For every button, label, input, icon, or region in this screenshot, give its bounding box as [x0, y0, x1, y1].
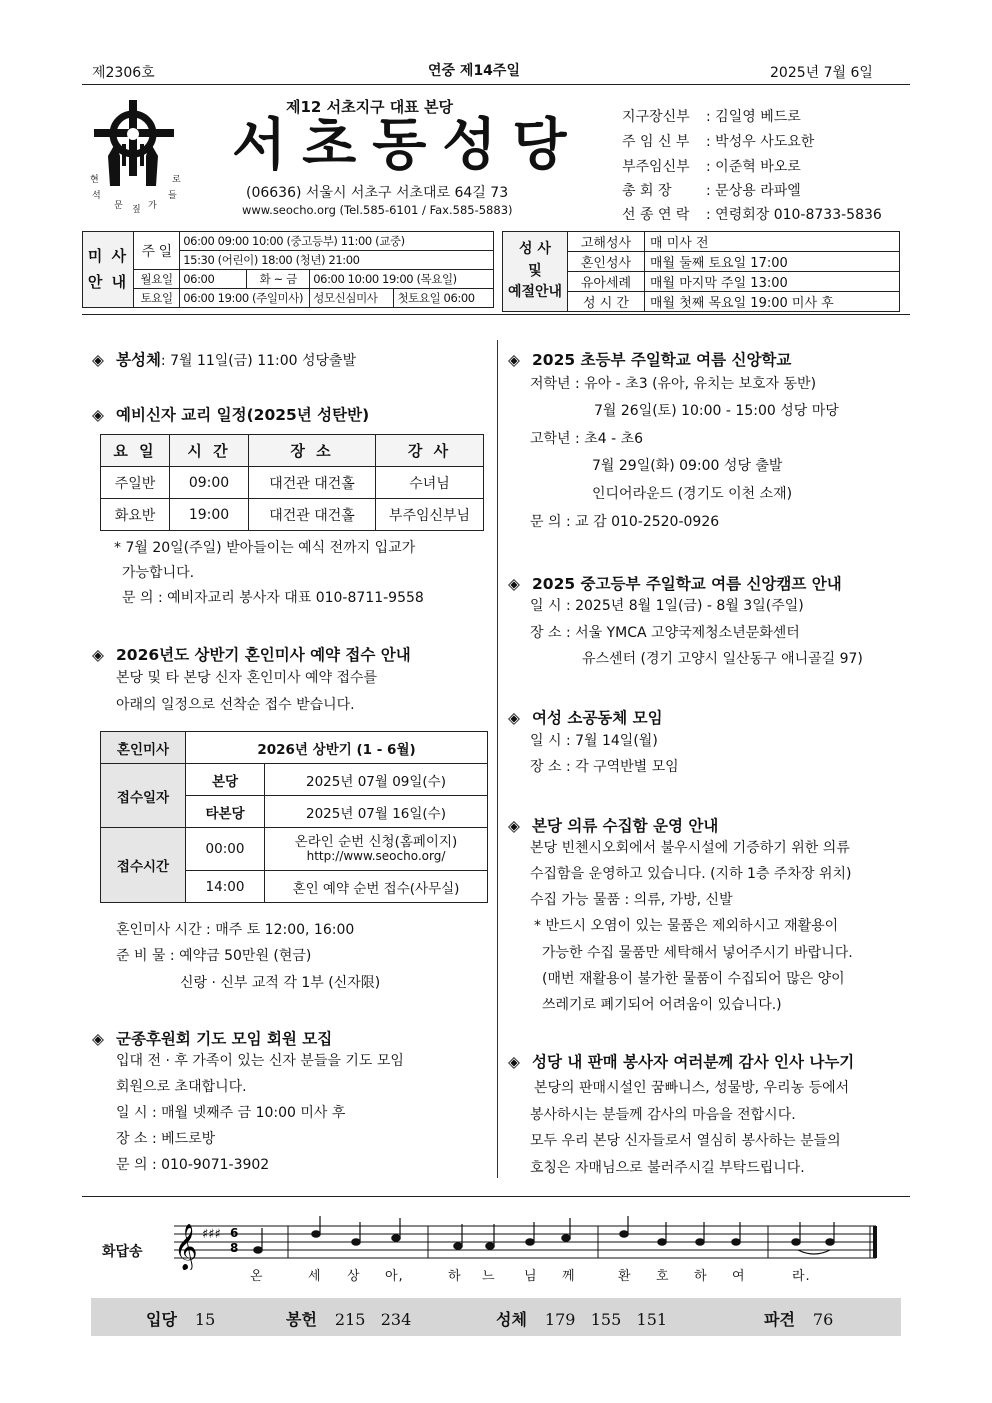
women-title: 여성 소공동체 모임	[532, 709, 663, 727]
lyric-syllable: 여	[732, 1269, 746, 1284]
military-place: 장 소 : 베드로방	[116, 1131, 216, 1147]
logo-char: 짚	[132, 205, 141, 215]
logo-char: 현	[90, 175, 99, 185]
hymn-number: 215 234	[334, 1310, 412, 1329]
corpus-section	[92, 348, 356, 370]
parish-logo	[88, 96, 188, 216]
catechism-section	[92, 403, 369, 425]
staff-value: : 박성우 사도요한	[706, 134, 815, 150]
header-divider	[82, 314, 910, 315]
wedding-time: 혼인미사 시간 : 매주 토 12:00, 16:00	[116, 922, 355, 938]
diamond-icon: ◈	[92, 646, 104, 664]
hymn-number: 15	[194, 1310, 216, 1329]
staff-value: : 문상용 라파엘	[706, 183, 801, 199]
home-parish-date: 2025년 07월 09일(수)	[265, 764, 488, 796]
table-cell: 주일반	[101, 467, 170, 499]
table-cell: 수녀님	[376, 467, 484, 499]
hymn-label: 입당	[146, 1310, 177, 1329]
receipt-time-label: 접수시간	[101, 828, 186, 903]
table-header: 요 일	[101, 435, 170, 467]
summer-text: 인디어라운드 (경기도 이천 소재)	[592, 486, 793, 502]
thanks-text: 호칭은 자매님으로 불러주시길 부탁드립니다.	[530, 1160, 805, 1176]
hymn-dismissal	[764, 1307, 833, 1330]
office-text: 혼인 예약 순번 접수(사무실)	[265, 871, 488, 903]
mary-mass: 성모신심미사	[310, 289, 394, 308]
lyric-syllable: 온	[250, 1269, 264, 1284]
lyric-syllable: 세	[308, 1269, 322, 1284]
wedding-text: 본당 및 타 본당 신자 혼인미사 예약 접수를	[116, 670, 378, 686]
camp-title: 2025 중고등부 주일학교 여름 신앙캠프 안내	[532, 575, 842, 593]
staff-row	[622, 180, 801, 200]
sacrament-value: 매 미사 전	[645, 232, 900, 252]
column-divider	[497, 340, 498, 1178]
camp-place: 유스센터 (경기 고양시 일산동구 애니골길 97)	[582, 651, 863, 667]
summer-text: 7월 29일(화) 09:00 성당 출발	[592, 458, 783, 474]
clothing-text: 가능한 수집 물품만 세탁해서 넣어주시기 바랍니다.	[542, 945, 853, 961]
diamond-icon: ◈	[508, 575, 520, 593]
diamond-icon: ◈	[508, 709, 520, 727]
sacrament-title: 예절안내	[507, 284, 563, 301]
online-time: 00:00	[186, 828, 265, 871]
first-saturday: 첫토요일 06:00	[394, 289, 494, 308]
summer-text: 고학년 : 초4 - 초6	[530, 431, 644, 447]
table-cell: 화요반	[101, 499, 170, 531]
time-signature-icon: 6	[230, 1226, 239, 1240]
military-text: 회원으로 초대합니다.	[116, 1079, 247, 1095]
logo-char: 문	[114, 201, 123, 211]
saturday-time: 06:00 19:00 (주일미사)	[180, 289, 310, 308]
lyric-syllable: 느	[482, 1269, 496, 1284]
wedding-table-header: 혼인미사	[101, 732, 186, 764]
wedding-section	[92, 643, 411, 665]
staff-row	[622, 156, 801, 176]
staff-row	[622, 131, 814, 151]
staff-row	[622, 204, 882, 224]
sharp-icon: ♯♯♯	[202, 1227, 221, 1242]
wedding-table	[100, 731, 488, 903]
lyric-syllable: 하	[694, 1269, 708, 1284]
thanks-text: 모두 우리 본당 신자들로서 열심히 봉사하는 분들의	[530, 1133, 841, 1149]
hymn-number: 179 155 151	[544, 1310, 668, 1329]
sacrament-label: 성 시 간	[568, 292, 645, 312]
military-title: 군종후원회 기도 모임 회원 모집	[116, 1030, 333, 1048]
sacrament-title: 및	[528, 262, 542, 279]
table-cell: 19:00	[170, 499, 249, 531]
staff-label: 선 종 연 락	[622, 207, 690, 223]
staff-value: : 이준혁 바오로	[706, 159, 801, 175]
sunday-label: 주 일	[134, 232, 180, 270]
summer-title: 2025 초등부 주일학교 여름 신앙학교	[532, 351, 792, 369]
women-section	[508, 706, 663, 728]
sacrament-value: 매월 둘째 토요일 17:00	[645, 252, 900, 272]
other-parish-label: 타본당	[186, 796, 265, 828]
hymn-label: 파견	[764, 1310, 795, 1329]
women-date: 일 시 : 7월 14일(월)	[530, 733, 658, 749]
diamond-icon: ◈	[508, 1053, 520, 1071]
table-cell: 대건관 대건홀	[249, 467, 376, 499]
thanks-text: 봉사하시는 분들께 감사의 마음을 전합시다.	[530, 1107, 796, 1123]
wedding-prep: 준 비 물 : 예약금 50만원 (현금)	[116, 948, 312, 964]
online-text: 온라인 순번 신청(홈페이지)	[294, 833, 458, 850]
table-cell: 부주임신부님	[376, 499, 484, 531]
issue-number: 제2306호	[92, 65, 155, 81]
clothing-text: 쓰레기로 폐기되어 어려움이 있습니다.)	[542, 997, 782, 1013]
saturday-label: 토요일	[134, 289, 180, 308]
bulletin-date: 2025년 7월 6일	[770, 65, 873, 81]
catechism-note: 가능합니다.	[122, 565, 195, 581]
weekday-label: 화 ~ 금	[247, 270, 310, 289]
logo-char: 석	[92, 191, 101, 201]
sunday-times-2: 15:30 (어린이) 18:00 (청년) 21:00	[180, 251, 494, 270]
lyric-syllable: 라.	[792, 1269, 811, 1284]
thanks-title: 성당 내 판매 봉사자 여러분께 감사 인사 나누기	[532, 1053, 855, 1071]
sacrament-value: 매월 첫째 목요일 19:00 미사 후	[645, 292, 900, 312]
staff-label: 총 회 장	[622, 183, 672, 199]
summer-text: 저학년 : 유아 - 초3 (유아, 유치는 보호자 동반)	[530, 376, 817, 392]
logo-char: 들	[168, 191, 177, 201]
corpus-text: : 7월 11일(금) 11:00 성당출발	[160, 353, 357, 369]
lyric-syllable: 환	[618, 1269, 632, 1284]
logo-char: 로	[172, 175, 181, 185]
staff-value: : 연령회장 010-8733-5836	[706, 207, 882, 223]
camp-section	[508, 572, 842, 594]
table-header: 강 사	[376, 435, 484, 467]
logo-char: 가	[148, 201, 157, 211]
military-section	[92, 1027, 332, 1049]
clothing-text: 수집 가능 물품 : 의류, 가방, 신발	[530, 892, 733, 908]
lyric-syllable: 호	[656, 1269, 670, 1284]
wedding-table-period: 2026년 상반기 (1 - 6월)	[186, 732, 488, 764]
monday-label: 월요일	[134, 270, 180, 289]
mass-title-cell	[83, 232, 134, 308]
monday-time: 06:00	[180, 270, 247, 289]
sacrament-label: 유아세례	[568, 272, 645, 292]
catechism-contact: 문 의 : 예비자교리 봉사자 대표 010-8711-9558	[122, 590, 424, 606]
other-parish-date: 2025년 07월 16일(수)	[265, 796, 488, 828]
lyric-syllable: 아,	[385, 1269, 404, 1284]
psalm-score	[170, 1212, 882, 1270]
hymn-entrance	[146, 1307, 215, 1330]
hymn-number: 76	[812, 1310, 834, 1329]
catechism-table	[100, 434, 484, 531]
staff-label: 주 임 신 부	[622, 134, 690, 150]
staff-row	[622, 106, 801, 126]
diamond-icon: ◈	[508, 817, 520, 835]
thanks-section	[508, 1050, 854, 1072]
hymn-offertory	[286, 1307, 411, 1330]
wedding-prep: 신랑 · 신부 교적 각 1부 (신자限)	[180, 975, 381, 991]
office-time: 14:00	[186, 871, 265, 903]
catechism-note: * 7월 20일(주일) 받아들이는 예식 전까지 입교가	[114, 540, 416, 556]
corpus-title: 봉성체	[116, 351, 161, 369]
liturgical-week: 연중 제14주일	[428, 63, 520, 79]
hymn-label: 성체	[496, 1310, 527, 1329]
mass-title: 미 사	[87, 247, 129, 265]
treble-clef-icon: 𝄞	[174, 1224, 198, 1270]
top-divider	[82, 84, 910, 85]
diamond-icon: ◈	[92, 351, 104, 369]
sacrament-label: 고해성사	[568, 232, 645, 252]
diamond-icon: ◈	[92, 406, 104, 424]
footer-divider	[82, 1196, 910, 1197]
online-cell	[265, 828, 488, 871]
clothing-title: 본당 의류 수집함 운영 안내	[532, 817, 719, 835]
table-row	[101, 467, 484, 499]
summer-contact: 문 의 : 교 감 010-2520-0926	[530, 514, 720, 530]
women-place: 장 소 : 각 구역반별 모임	[530, 759, 679, 775]
catechism-title: 예비신자 교리 일정(2025년 성탄반)	[116, 406, 370, 424]
lyric-syllable: 께	[562, 1269, 576, 1284]
table-cell: 09:00	[170, 467, 249, 499]
parish-subtitle: 제12 서초지구 대표 본당	[286, 98, 453, 116]
parish-name: 서초동성당	[232, 113, 583, 178]
sacrament-value: 매월 마지막 주일 13:00	[645, 272, 900, 292]
parish-contact: www.seocho.org (Tel.585-6101 / Fax.585-5883)	[242, 203, 513, 217]
table-header: 장 소	[249, 435, 376, 467]
note-heads	[254, 1216, 834, 1253]
hymn-communion	[496, 1307, 667, 1330]
staff-label: 지구장신부	[622, 109, 690, 125]
lyric-syllable: 상	[347, 1269, 361, 1284]
summer-school-section	[508, 348, 791, 370]
table-header: 시 간	[170, 435, 249, 467]
military-text: 입대 전 · 후 가족이 있는 신자 분들을 기도 모임	[116, 1053, 404, 1069]
home-parish-label: 본당	[186, 764, 265, 796]
homepage-link[interactable]: http://www.seocho.org/	[306, 849, 446, 863]
weekday-time: 06:00 10:00 19:00 (목요일)	[310, 270, 494, 289]
table-cell: 대건관 대건홀	[249, 499, 376, 531]
wedding-text: 아래의 일정으로 선착순 접수 받습니다.	[116, 697, 355, 713]
staff-value: : 김일영 베드로	[706, 109, 801, 125]
clothing-section	[508, 814, 718, 836]
wedding-title: 2026년도 상반기 혼인미사 예약 접수 안내	[116, 646, 411, 664]
lyric-syllable: 하	[448, 1269, 462, 1284]
military-date: 일 시 : 매월 넷째주 금 10:00 미사 후	[116, 1105, 346, 1121]
mass-title: 안 내	[87, 272, 129, 291]
clothing-text: * 반드시 오염이 있는 물품은 제외하시고 재활용이	[534, 918, 839, 934]
psalm-label: 화답송	[102, 1244, 143, 1260]
parish-address: (06636) 서울시 서초구 서초대로 64길 73	[246, 185, 509, 201]
sunday-times-1: 06:00 09:00 10:00 (중고등부) 11:00 (교중)	[180, 232, 494, 251]
clothing-text: 수집함을 운영하고 있습니다. (지하 1층 주차장 위치)	[530, 866, 852, 882]
sacrament-title: 성 사	[519, 240, 551, 257]
thanks-text: 본당의 판매시설인 꿈빠니스, 성물방, 우리농 등에서	[534, 1080, 850, 1096]
sacrament-title-cell	[503, 232, 568, 312]
table-row	[101, 499, 484, 531]
summer-text: 7월 26일(토) 10:00 - 15:00 성당 마당	[594, 403, 839, 419]
clothing-text: (매번 재활용이 불가한 물품이 수집되어 많은 양이	[542, 971, 845, 987]
camp-date: 일 시 : 2025년 8월 1일(금) - 8월 3일(주일)	[530, 598, 804, 614]
hymn-label: 봉헌	[286, 1310, 317, 1329]
sacrament-table	[502, 231, 900, 312]
diamond-icon: ◈	[508, 351, 520, 369]
receipt-date-label: 접수일자	[101, 764, 186, 828]
mass-schedule-table	[82, 231, 494, 308]
camp-place: 장 소 : 서울 YMCA 고양국제청소년문화센터	[530, 625, 800, 641]
time-signature-icon: 8	[230, 1241, 239, 1255]
military-contact: 문 의 : 010-9071-3902	[116, 1157, 270, 1173]
lyric-syllable: 님	[524, 1269, 538, 1284]
diamond-icon: ◈	[92, 1030, 104, 1048]
clothing-text: 본당 빈첸시오회에서 불우시설에 기증하기 위한 의류	[530, 840, 850, 856]
staff-label: 부주임신부	[622, 159, 690, 175]
sacrament-label: 혼인성사	[568, 252, 645, 272]
